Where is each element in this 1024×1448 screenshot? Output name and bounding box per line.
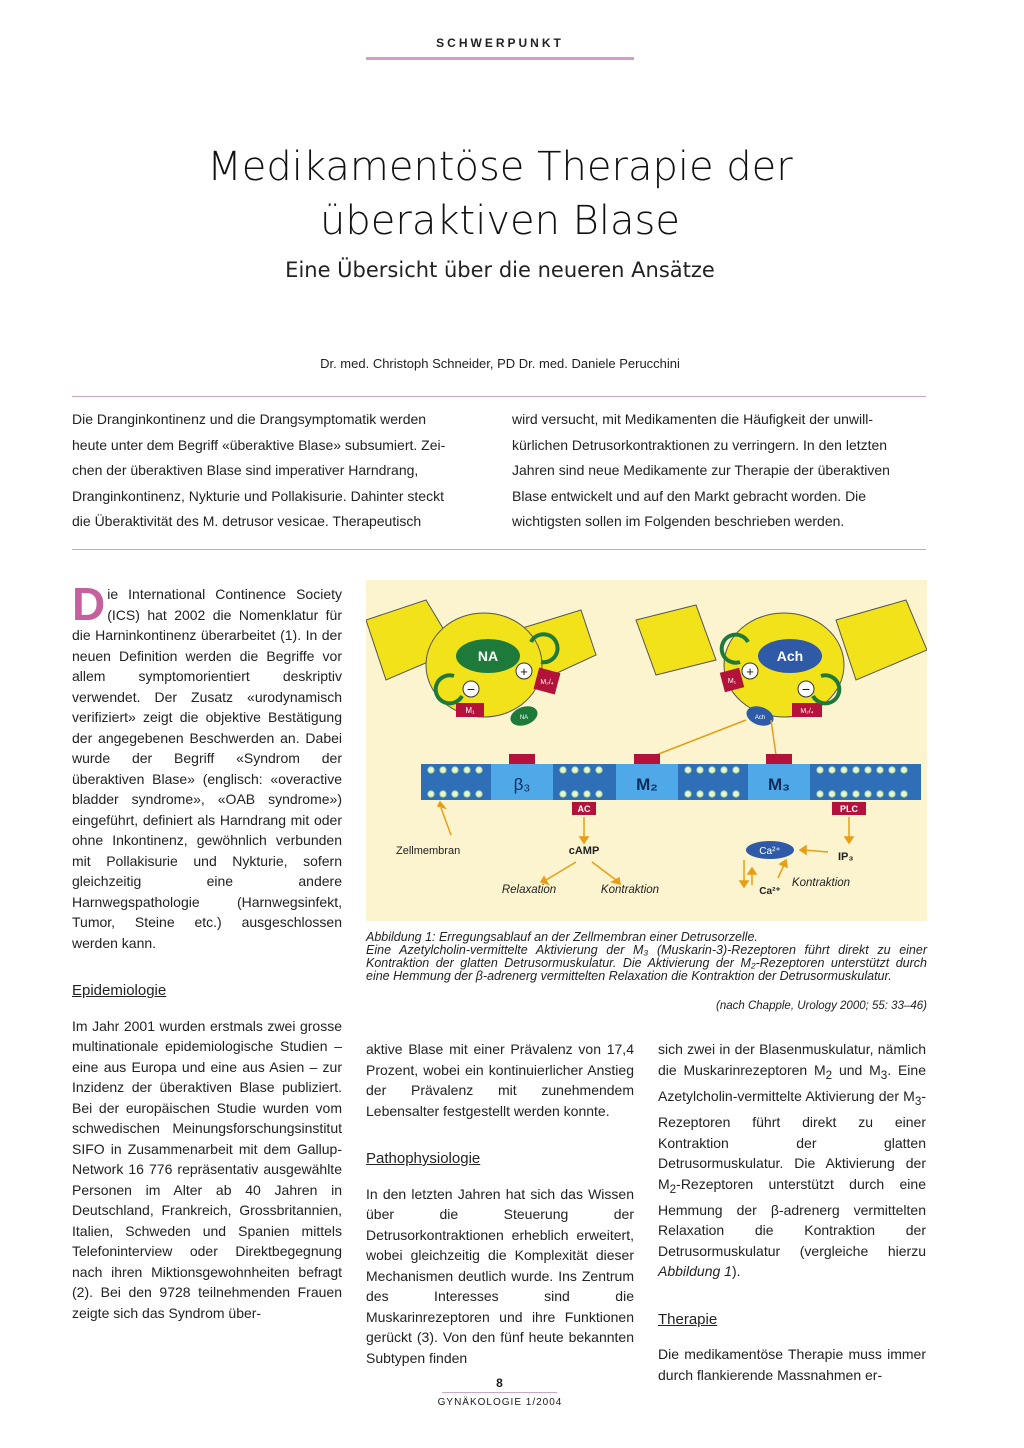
ach-released-label: Ach — [754, 715, 766, 721]
right-m1-label: M₁ — [727, 678, 737, 685]
ip3-label: IP₃ — [838, 851, 854, 863]
m3-label: M₃ — [767, 775, 791, 794]
kontraktion-label-2: Kontraktion — [791, 877, 851, 889]
abstract-line: Blase entwickelt und auf den Markt gebracht worden. Die — [512, 487, 867, 504]
heading-pathophysiologie: Pathophysiologie — [366, 1150, 481, 1167]
figure-diagram — [366, 580, 927, 921]
right-minus: − — [801, 681, 811, 697]
figure-caption — [366, 931, 927, 983]
article-title — [100, 140, 900, 248]
abstract-line: die Überaktivität des M. detrusor vesicae. Therapeutisch — [72, 513, 422, 529]
patho-text: In den letzten Jahren hat sich das Wissen über die Steuerung der Detrusorkontraktionen erheblich erweitert, wobei gleichzeitig die Komplexität dieser Mechanismen deutlich wurde. Ins Zentrum des Interesses sind die Muskarinrezeptoren und ihre Funktionen gerückt (3). Von den fünf heute bekannten Subtypen finden — [366, 1185, 634, 1366]
page-number: 8 — [496, 1376, 503, 1390]
divider-top — [72, 396, 926, 397]
right-m24-label: M₂/₄ — [800, 708, 814, 715]
middle-top-text: aktive Blase mit einer Prävalenz von 17,4 Prozent, wobei ein kontinuierlicher Anstieg der Prävalenz mit zunehmendem Lebensalter festgestellt werden konnte. — [366, 1041, 634, 1119]
intro-text: ie International Continence Society (ICS) hat 2002 die Nomenklatur für die Harninkontinenz überarbeitet (1). In der neuen Definition werden die Begriffe vor allem symptomorientiert deskriptiv verwendet. Der Zusatz «urodynamisch verifiziert» zeigt die objektive Bestätigung der angegebenen Beschwerden an. Dabei wurde der Begriff «Syndrom der überaktiven Blase» (englisch: «overactive bladder syndrome», «OAB syndrome») eingeführt, definiert als Harndrang mit oder ohne Inkontinenz, gewöhnlich verbunden mit Pollakisurie und Nykturie, sofern gleichzeitig eine andere Harnwegspathologie (Harnwegsinfekt, Tumor, Steine etc.) ausgeschlossen werden kann. — [72, 586, 342, 951]
therapie-text: Die medikamentöse Therapie muss immer durch flankierende Massnahmen er- — [658, 1346, 926, 1383]
heading-therapie: Therapie — [658, 1310, 718, 1328]
beta3-label: β₃ — [513, 775, 531, 794]
left-nerve-terminal — [366, 600, 596, 729]
abstract-line: Jahren sind neue Medikamente zur Therapie der überaktiven — [512, 462, 890, 478]
article-subtitle: Eine Übersicht über die neueren Ansätze — [285, 258, 715, 282]
left-m24-label: M₂/₄ — [540, 679, 554, 686]
title-line-1: Medikamentöse Therapie der — [207, 144, 793, 190]
abstract-line: wird versucht, mit Medikamenten die Häufigkeit der unwill- — [512, 411, 874, 427]
heading-epidemiologie: Epidemiologie — [72, 982, 167, 999]
m2-label: M₂ — [636, 775, 658, 794]
footer-rule — [442, 1392, 557, 1393]
title-line-2: überaktiven Blase — [320, 198, 680, 244]
section-label: SCHWERPUNKT — [436, 36, 564, 50]
right-plus: + — [746, 664, 754, 679]
abstract-line: Dranginkontinenz, Nykturie und Pollakisurie. Dahinter steckt — [72, 487, 444, 504]
right-axon-left — [636, 605, 716, 675]
m3-ligand-site — [766, 754, 792, 764]
authors: Dr. med. Christoph Schneider, PD Dr. med. Daniele Perucchini — [320, 356, 680, 371]
figure-1 — [366, 580, 927, 921]
na-label: NA — [477, 648, 499, 664]
na-released-label: NA — [519, 715, 529, 721]
caption-text: Eine Azetylcholin-vermittelte Aktivierung der M₃ (Muskarin-3)-Rezeptoren führt direkt zu einer Kontraktion der glatten Detrusormuskulatur. Die Aktivierung der M₂-Rezeptoren unterstützt durch eine Hemmung der β-adrenerg vermittelten Relaxation die Kontraktion der Detrusormuskulatur. — [366, 943, 927, 983]
m2-ligand-site — [634, 754, 660, 764]
column-middle — [366, 1039, 634, 1368]
epidemiologie-text: Im Jahr 2001 wurden erstmals zwei grosse multinationale epidemiologische Studien – eine aus Europa und eine aus Asien – zur Inzidenz der überaktiven Blase publiziert. Bei der europäischen Studie wurden vom schwedischen Meinungsforschungsinstitut SIFO in Zusammenarbeit mit dem Gallup-Network 16 776 repräsentativ ausgewählte Personen im Alter ab 40 Jahren in Deutschland, Frankreich, Grossbritannien, Italien, Schweden und Spanien mittels Telefoninterview oder Direktbegegnung nach ihren Miktionsgewohnheiten befragt (2). Bei den 9728 teilnehmenden Frauen zeigte sich das Syndrom über- — [72, 1017, 342, 1321]
camp-label: cAMP — [568, 845, 600, 857]
abstract-line: kürlichen Detrusorkontraktionen zu verringern. In den letzten — [512, 436, 888, 453]
left-m1-label: M₁ — [465, 706, 475, 715]
zellmembran-label: Zellmembran — [396, 845, 461, 857]
relaxation-label: Relaxation — [501, 884, 557, 896]
ach-to-m3-line — [771, 720, 776, 755]
cell-membrane — [421, 754, 921, 800]
left-minus: − — [466, 681, 476, 697]
ach-label: Ach — [776, 648, 804, 664]
right-axon-right — [836, 600, 927, 680]
column-left — [72, 578, 342, 1323]
caption-title: Abbildung 1: Erregungsablauf an der Zellmembran einer Detrusorzelle. — [366, 930, 758, 944]
ac-label: AC — [577, 804, 591, 814]
abstract-right — [512, 407, 926, 535]
abstract-line: chen der überaktiven Blase sind imperativer Harndrang, — [72, 462, 419, 478]
drop-cap: D — [72, 578, 106, 630]
caption-source: (nach Chapple, Urology 2000; 55: 33–46) — [716, 1000, 927, 1012]
ach-to-m2-line — [656, 720, 746, 755]
signal-arrows — [438, 802, 853, 887]
ca-label: Ca²⁺ — [759, 846, 781, 857]
kontraktion-label: Kontraktion — [600, 884, 660, 896]
left-plus: + — [520, 664, 528, 679]
right-nerve-terminal — [636, 600, 927, 729]
column-right — [658, 1039, 926, 1385]
section-rule — [366, 57, 634, 60]
abstract-line: heute unter dem Begriff «überaktive Blase» subsumiert. Zei- — [72, 436, 446, 453]
abstract-line: Die Dranginkontinenz und die Drangsymptomatik werden — [72, 411, 427, 427]
journal-name: GYNÄKOLOGIE 1/2004 — [437, 1397, 563, 1408]
plc-label: PLC — [840, 804, 858, 814]
ca-label-2: Ca²⁺ — [759, 886, 781, 897]
divider-abstract — [72, 549, 926, 550]
abstract-left — [72, 407, 472, 535]
beta3-ligand-site — [509, 754, 535, 764]
abstract-line: wichtigsten sollen im Folgenden beschrieben werden. — [512, 513, 845, 529]
right-top-text: sich zwei in der Blasenmuskulatur, nämlich die Muskarinrezeptoren $M_2$ und $M_3$. Eine Azetylcholin-vermittelte Aktivierung der $M_3$-Rezeptoren führt direkt zu einer Kontraktion der glatten Detrusormuskulatur. Die Aktivierung der $M_2$-Rezeptoren unterstützt durch eine Hemmung der β-adrenerg vermittelten Relaxation die Kontraktion der Detrusormuskulatur (vergleiche hierzu Abbildung 1). — [658, 1041, 926, 1280]
